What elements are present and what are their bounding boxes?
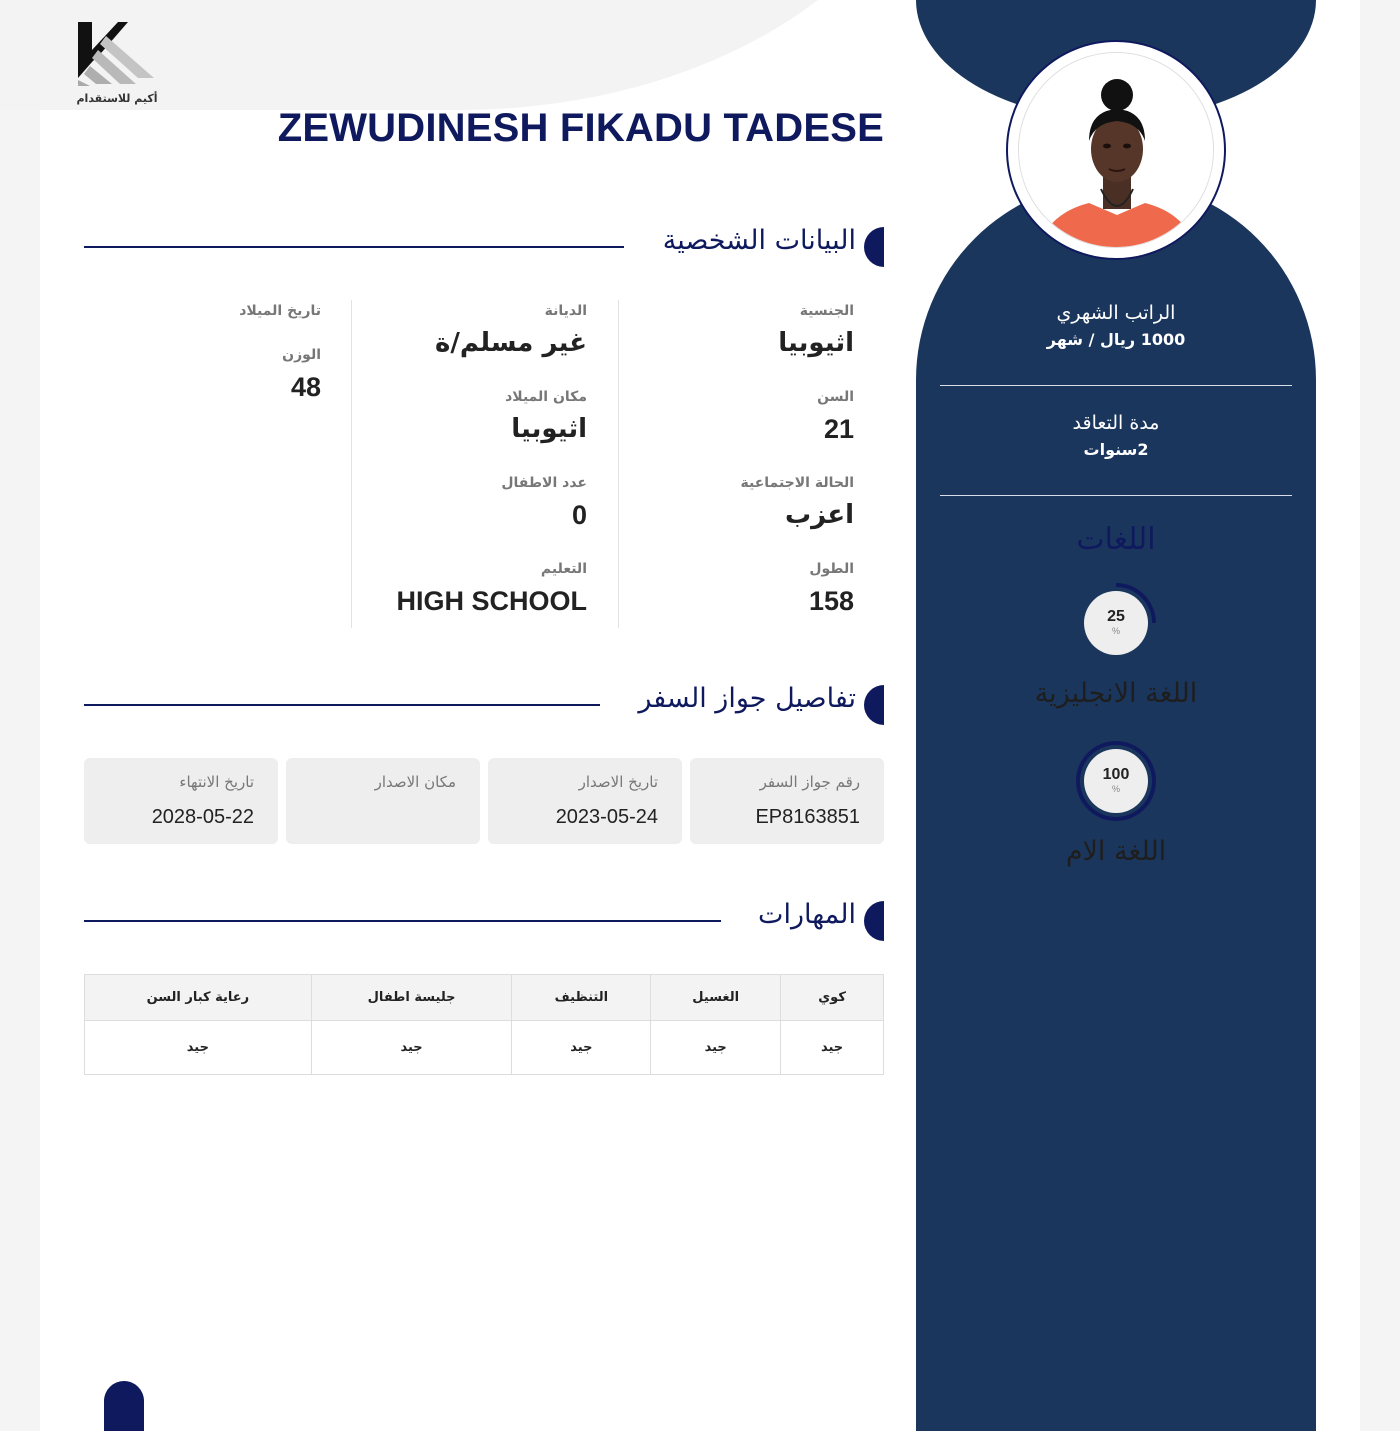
field-label: تاريخ الميلاد: [239, 303, 321, 319]
passport-number-card: [690, 758, 884, 844]
language-percent: 100: [1102, 766, 1130, 783]
field-value: غير مسلم/ة: [434, 328, 587, 358]
expiry-date-card: [84, 758, 278, 844]
table-row: [85, 1021, 884, 1075]
skill-header: جليسة اطفال: [311, 975, 512, 1021]
section-rule: [84, 704, 600, 706]
card-label: مكان الاصدار: [374, 773, 456, 791]
card-value: 2023-05-24: [555, 806, 658, 828]
salary-label: الراتب الشهري: [1056, 302, 1176, 324]
field-value: [84, 322, 321, 344]
card-label: تاريخ الانتهاء: [179, 773, 254, 791]
profile-photo: [1018, 52, 1214, 248]
skill-header: الغسيل: [651, 975, 781, 1021]
candidate-name: ZEWUDINESH FIKADU TADESE: [277, 106, 884, 150]
field-label: الديانة: [544, 303, 587, 319]
language-progress-ring: [1076, 583, 1156, 663]
language-progress-ring: [1076, 741, 1156, 821]
language-percent-badge: [1084, 749, 1148, 813]
skill-header: رعاية كبار السن: [85, 975, 312, 1021]
language-percent: 25: [1107, 608, 1125, 625]
sidebar-divider: [940, 385, 1292, 386]
column-divider: [351, 300, 352, 628]
footer-tab-marker: [104, 1381, 144, 1431]
contract-value: 2سنوات: [1083, 440, 1149, 459]
issue-place-card: [286, 758, 480, 844]
column-divider: [618, 300, 619, 628]
skill-level: جيد: [512, 1021, 651, 1075]
field-label: عدد الاطفال: [501, 475, 587, 491]
section-rule: [84, 246, 624, 248]
percent-unit: %: [1111, 784, 1120, 794]
section-rule: [84, 920, 721, 922]
skill-level: جيد: [651, 1021, 781, 1075]
skills-table: [84, 974, 884, 1075]
skill-level: جيد: [311, 1021, 512, 1075]
contract-label: مدة التعاقد: [1072, 412, 1160, 434]
language-name: اللغة الانجليزية: [1034, 678, 1198, 709]
field-label: الوزن: [282, 347, 321, 363]
issue-date-card: [488, 758, 682, 844]
card-label: رقم جواز السفر: [759, 773, 860, 791]
field-value: اعزب: [785, 500, 854, 530]
skills-header-row: [85, 975, 884, 1021]
section-header-skills: [84, 901, 884, 941]
field-value: 21: [823, 414, 854, 444]
section-title: تفاصيل جواز السفر: [638, 683, 856, 714]
field-label: التعليم: [540, 561, 587, 577]
company-logo: [76, 20, 158, 110]
profile-photo-frame: [1006, 40, 1226, 260]
skill-header: كوي: [781, 975, 884, 1021]
language-percent-badge: [1084, 591, 1148, 655]
languages-title: اللغات: [1076, 522, 1156, 557]
section-tab-marker: [864, 227, 884, 267]
section-tab-marker: [864, 901, 884, 941]
section-title: البيانات الشخصية: [662, 225, 856, 256]
sidebar-divider: [940, 495, 1292, 496]
skill-level: جيد: [781, 1021, 884, 1075]
personal-column-2: [354, 300, 587, 644]
card-value: 2028-05-22: [151, 806, 254, 828]
field-label: الجنسية: [799, 303, 854, 319]
skill-level: جيد: [85, 1021, 312, 1075]
language-name: اللغة الام: [1065, 836, 1167, 867]
personal-column-3: [84, 300, 321, 430]
field-label: الطول: [809, 561, 854, 577]
skill-header: التنظيف: [512, 975, 651, 1021]
logo-mark-icon: [76, 20, 158, 92]
section-header-personal: [84, 227, 884, 267]
salary-block: [940, 302, 1292, 349]
field-label: السن: [817, 389, 854, 405]
percent-unit: %: [1111, 626, 1120, 636]
card-value: EP8163851: [755, 806, 860, 828]
field-label: مكان الميلاد: [505, 389, 587, 405]
field-label: الحالة الاجتماعية: [740, 475, 854, 491]
card-label: تاريخ الاصدار: [578, 773, 658, 791]
section-header-passport: [84, 685, 884, 725]
section-title: المهارات: [758, 899, 856, 930]
field-value: 158: [808, 586, 854, 616]
field-value: 0: [571, 500, 587, 530]
field-value: اثيوبيا: [778, 328, 854, 358]
contract-block: [940, 412, 1292, 459]
logo-text: أكيم للاستقدام: [76, 92, 158, 105]
salary-value: 1000 ريال / شهر: [1046, 330, 1186, 349]
field-value: HIGH SCHOOL: [396, 586, 587, 616]
field-value: اثيوبيا: [511, 414, 587, 444]
personal-column-1: [620, 300, 854, 644]
section-tab-marker: [864, 685, 884, 725]
field-value: 48: [290, 372, 321, 402]
